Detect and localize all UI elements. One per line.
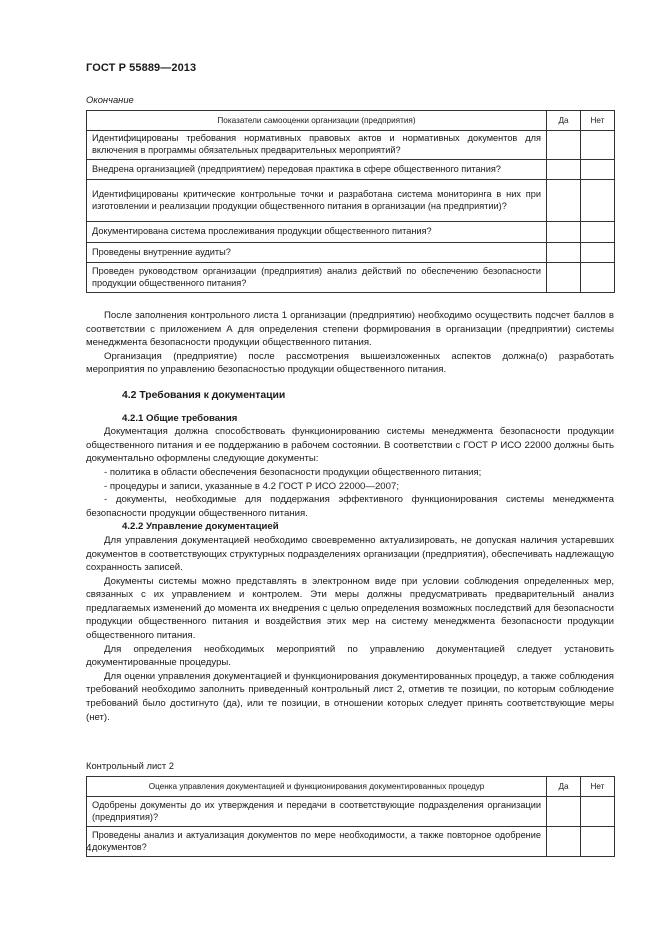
table-row <box>87 797 615 827</box>
answer-no-cell[interactable] <box>581 160 615 180</box>
subsection-heading-4-2-2: 4.2.2 Управление документацией <box>122 521 279 533</box>
document-control-table <box>86 776 615 857</box>
table2-caption: Контрольный лист 2 <box>86 760 174 771</box>
section-heading-4-2: 4.2 Требования к документации <box>122 389 286 401</box>
table-row <box>87 131 615 160</box>
table1-caption: Окончание <box>86 94 134 105</box>
row-question: Проведены анализ и актуализация документов по мере необходимости, а также повторное одобрение документов? <box>87 827 547 857</box>
answer-yes-cell[interactable] <box>547 827 581 857</box>
answer-yes-cell[interactable] <box>547 797 581 827</box>
answer-yes-cell[interactable] <box>547 263 581 293</box>
answer-no-cell[interactable] <box>581 827 615 857</box>
row-question: Проведены внутренние аудиты? <box>87 243 547 263</box>
answer-no-cell[interactable] <box>581 797 615 827</box>
row-question: Документирована система прослеживания продукции общественного питания? <box>87 222 547 243</box>
answer-yes-cell[interactable] <box>547 180 581 222</box>
table-row <box>87 160 615 180</box>
column-header-yes: Да <box>547 777 581 797</box>
column-header-yes: Да <box>547 111 581 131</box>
list-item: - документы, необходимые для поддержания эффективного функционирования системы менеджмента безопасности продукции общественного питания. <box>86 494 614 519</box>
paragraph: Организация (предприятие) после рассмотрения вышеизложенных аспектов должна(о) разработать мероприятия по управлению безопасностью продукции общественного питания. <box>86 350 614 376</box>
list-item: - процедуры и записи, указанные в 4.2 ГОСТ Р ИСО 22000—2007; <box>104 480 399 492</box>
answer-no-cell[interactable] <box>581 131 615 160</box>
body-text <box>86 309 614 724</box>
row-question: Идентифицированы требования нормативных правовых актов и нормативных документов для включения в программы обязательных предварительных мероприятий? <box>87 131 547 160</box>
table-row <box>87 263 615 293</box>
paragraph: Для определения необходимых мероприятий по управлению документацией следует установить документированные процедуры. <box>86 643 614 669</box>
column-header-no: Нет <box>581 111 615 131</box>
table-header-row <box>87 777 615 797</box>
paragraph: Для оценки управления документацией и функционирования документированных процедур, а также соблюдения требований необходимо заполнить приведенный контрольный лист 2, отметив те позиции, по которым соблюдение требований было достигнуто (да), или те позиции, в отношении которых следует принять соответствующие меры (нет). <box>86 670 614 723</box>
answer-yes-cell[interactable] <box>547 222 581 243</box>
paragraph: После заполнения контрольного листа 1 организации (предприятию) необходимо осуществить подсчет баллов в соответствии с приложением А для определения степени формирования в организации (предприятии) системы менеджмента безопасности продукции общественного питания. <box>86 310 614 349</box>
answer-no-cell[interactable] <box>581 263 615 293</box>
self-assessment-table <box>86 110 615 293</box>
page-number: 4 <box>86 843 92 854</box>
answer-yes-cell[interactable] <box>547 131 581 160</box>
row-question: Одобрены документы до их утверждения и передачи в соответствующие подразделения организации (предприятия)? <box>87 797 547 827</box>
row-question: Внедрена организацией (предприятием) передовая практика в сфере общественного питания? <box>87 160 547 180</box>
paragraph: Документы системы можно представлять в электронном виде при условии соблюдения определенных мер, связанных с их управлением и контролем. Эти меры должны предусматривать предварительный анализ предлагаемых изменений до момента их внедрения с целью определения возможных последствий для безопасности продукции общественного питания и воздействия этих мер на систему менеджмента безопасности продукции общественного питания. <box>86 575 614 642</box>
row-question: Проведен руководством организации (предприятия) анализ действий по обеспечению безопасности продукции общественного питания? <box>87 263 547 293</box>
answer-no-cell[interactable] <box>581 180 615 222</box>
table-row <box>87 180 615 222</box>
answer-yes-cell[interactable] <box>547 243 581 263</box>
column-header-no: Нет <box>581 777 615 797</box>
list-item: - политика в области обеспечения безопасности продукции общественного питания; <box>104 466 482 478</box>
table-row <box>87 827 615 857</box>
table-row <box>87 222 615 243</box>
document-code: ГОСТ Р 55889—2013 <box>86 62 197 74</box>
answer-no-cell[interactable] <box>581 243 615 263</box>
paragraph: Документация должна способствовать функционированию системы менеджмента безопасности продукции общественного питания и ее поддержанию в рабочем состоянии. В соответствии с ГОСТ Р ИСО 22000 должны быть документально оформлены следующие документы: <box>86 426 614 465</box>
paragraph: Для управления документацией необходимо своевременно актуализировать, не допуская наличия устаревших документов в соответствующих структурных подразделениях организации (предприятия), обеспечивать надлежащую сохранность записей. <box>86 534 614 574</box>
table-row <box>87 243 615 263</box>
row-question: Идентифицированы критические контрольные точки и разработана система мониторинга в них при изготовлении и реализации продукции общественного питания в организации (на предприятии)? <box>87 180 547 222</box>
table-header-row <box>87 111 615 131</box>
column-header-evaluation: Оценка управления документацией и функционирования документированных процедур <box>87 777 547 797</box>
column-header-indicators: Показатели самооценки организации (предприятия) <box>87 111 547 131</box>
subsection-heading-4-2-1: 4.2.1 Общие требования <box>122 412 238 424</box>
answer-yes-cell[interactable] <box>547 160 581 180</box>
answer-no-cell[interactable] <box>581 222 615 243</box>
